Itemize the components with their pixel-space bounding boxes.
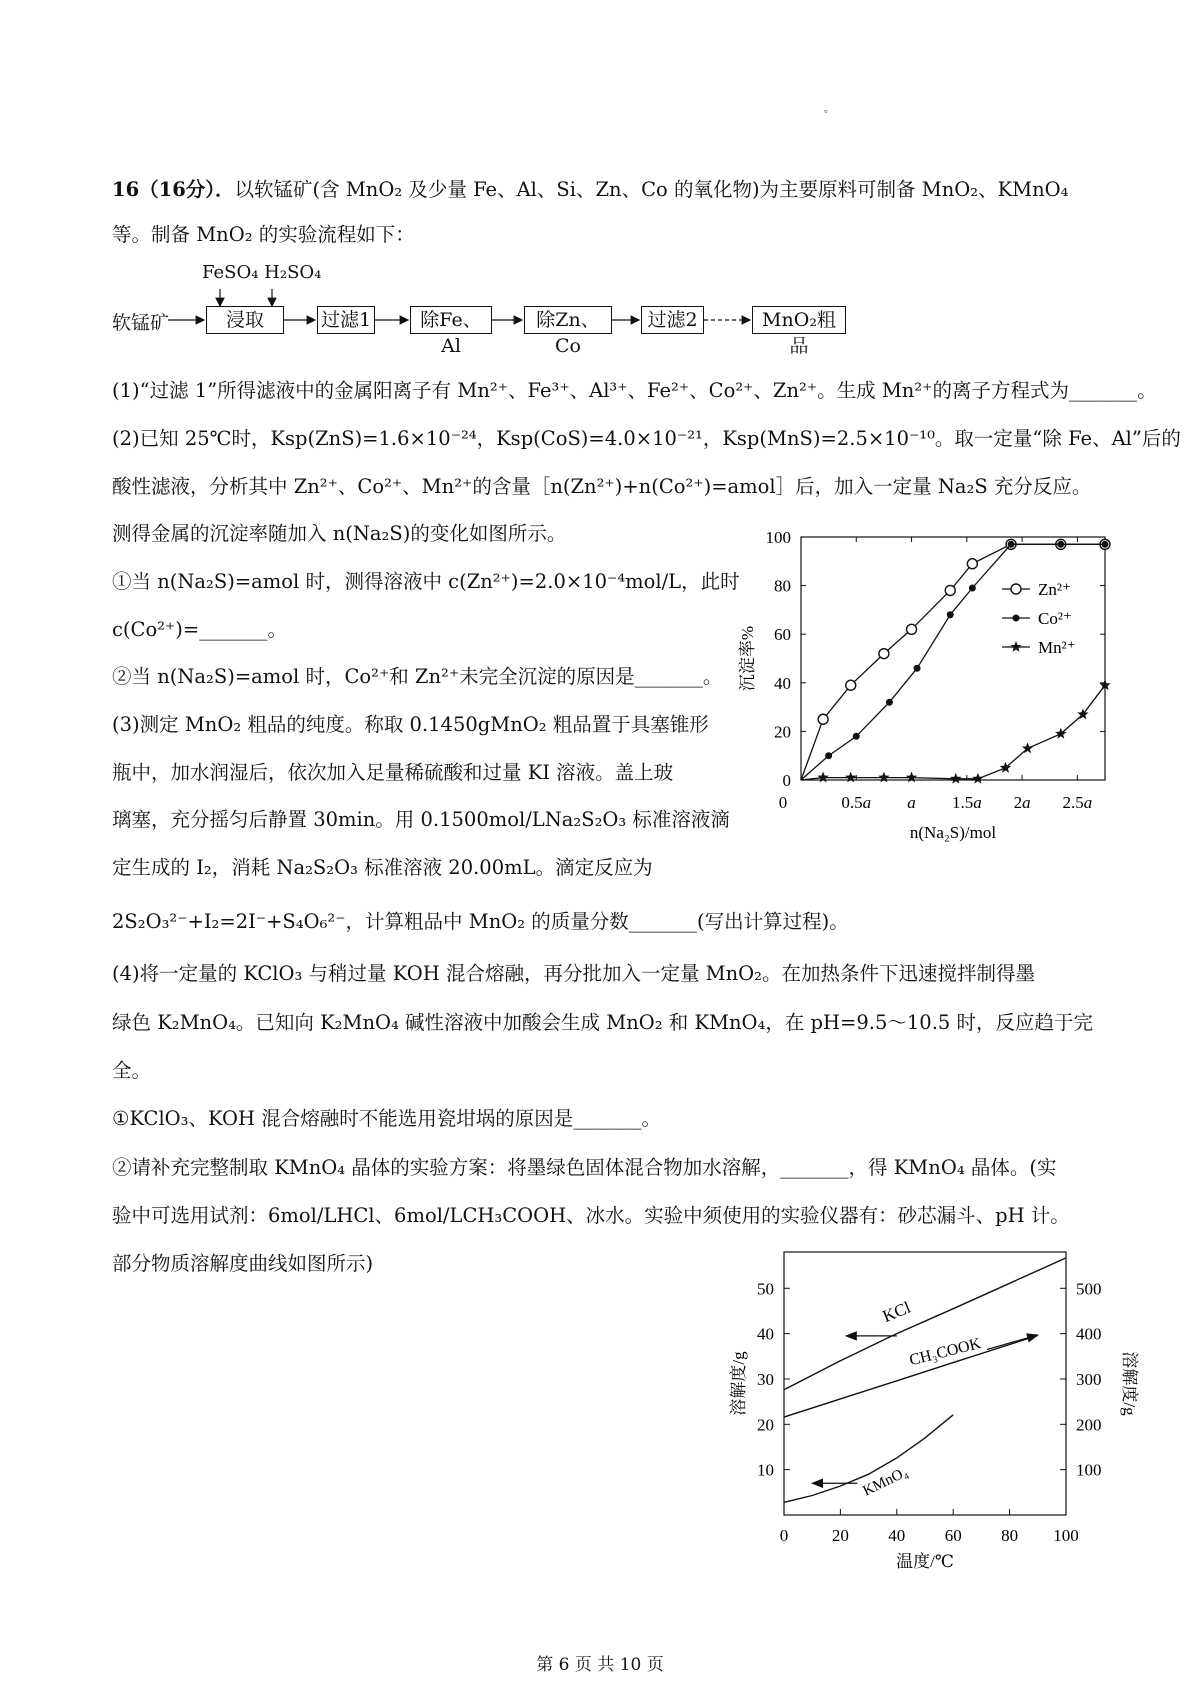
body-line: ①KClO₃、KOH 混合熔融时不能选用瓷坩埚的原因是_______。 xyxy=(112,1107,661,1130)
body-line: 2S₂O₃²⁻+I₂=2I⁻+S₄O₆²⁻，计算粗品中 MnO₂ 的质量分数_______(写出计算过程)。 xyxy=(112,910,849,933)
data-point xyxy=(906,772,918,783)
x-tick-label: 80 xyxy=(1001,1526,1019,1545)
series-line-0 xyxy=(784,1258,1066,1390)
body-line: 瓶中，加水润湿后，依次加入足量稀硫酸和过量 KI 溶液。盖上玻 xyxy=(112,761,674,784)
body-line: (1)“过滤 1”所得滤液中的金属阳离子有 Mn²⁺、Fe³⁺、Al³⁺、Fe²⁺、Co²⁺、Zn²⁺。生成 Mn²⁺的离子方程式为_______。 xyxy=(112,379,1157,402)
body-line: 定生成的 I₂，消耗 Na₂S₂O₃ 标准溶液 20.00mL。滴定反应为 xyxy=(112,856,653,879)
y-axis-label: 沉淀率% xyxy=(738,625,757,692)
data-point xyxy=(947,611,954,618)
y-tick-label: 0 xyxy=(782,771,791,790)
x-tick-label: 1.5a xyxy=(951,793,982,812)
data-point xyxy=(853,733,860,740)
data-point xyxy=(972,773,983,784)
y-right-tick-label: 300 xyxy=(1076,1369,1102,1389)
body-line: 验中可选用试剂：6mol/LHCl、6mol/LCH₃COOH、冰水。实验中须使用的实验仪器有：砂芯漏斗、pH 计。 xyxy=(112,1204,1070,1227)
flow-step-remove-fe-al: 除Fe、Al xyxy=(410,306,492,334)
x-tick-label: 40 xyxy=(888,1526,906,1545)
page-footer: 第 6 页 共 10 页 xyxy=(536,1655,664,1675)
body-line: 测得金属的沉淀率随加入 n(Na₂S)的变化如图所示。 xyxy=(112,522,567,545)
y-tick-label: 80 xyxy=(774,576,791,596)
legend-marker xyxy=(1011,584,1021,594)
legend-label: Mn²⁺ xyxy=(1038,638,1076,657)
data-point xyxy=(878,772,889,783)
y-tick-label: 40 xyxy=(774,673,791,693)
data-point xyxy=(845,772,857,783)
data-point xyxy=(886,699,893,706)
legend-label: Co²⁺ xyxy=(1038,609,1072,628)
data-point xyxy=(1102,541,1109,548)
series-label: CH₃COOK xyxy=(907,1335,983,1370)
legend-marker xyxy=(1013,615,1020,622)
flow-step-filter2: 过滤2 xyxy=(641,306,704,334)
x-tick-label: 2a xyxy=(1013,793,1031,812)
body-line: 酸性滤液，分析其中 Zn²⁺、Co²⁺、Mn²⁺的含量［n(Zn²⁺)+n(Co²⁺)=amol］后，加入一定量 Na₂S 充分反应。 xyxy=(112,475,1092,498)
flow-start: 软锰矿 xyxy=(112,312,170,334)
data-point xyxy=(950,773,961,784)
data-point xyxy=(967,559,977,569)
question-number: 16（16分）． xyxy=(112,178,235,201)
legend-label: Zn²⁺ xyxy=(1038,580,1071,599)
x-tick-label: 100 xyxy=(1053,1526,1079,1545)
y-left-axis-label: 溶解度/g xyxy=(729,1351,748,1416)
data-point xyxy=(818,714,828,724)
body-line: ②请补充完整制取 KMnO₄ 晶体的实验方案：将墨绿色固体混合物加水溶解，_______，得 KMnO₄ 晶体。(实 xyxy=(112,1156,1057,1179)
y-right-tick-label: 100 xyxy=(1076,1460,1102,1480)
y-right-tick-label: 400 xyxy=(1076,1324,1102,1344)
flow-step-remove-zn-co: 除Zn、Co xyxy=(524,306,612,334)
y-right-tick-label: 200 xyxy=(1076,1415,1102,1435)
data-point xyxy=(914,665,921,672)
data-point xyxy=(879,649,889,659)
x-axis-label: 温度/℃ xyxy=(896,1552,954,1571)
y-left-tick-label: 50 xyxy=(757,1279,774,1299)
header-dot: 。 xyxy=(824,104,834,115)
x-tick-label: a xyxy=(907,793,916,812)
body-line: ①当 n(Na₂S)=amol 时，测得溶液中 c(Zn²⁺)=2.0×10⁻⁴mol/L，此时 xyxy=(112,570,740,593)
data-point xyxy=(907,624,917,634)
y-left-tick-label: 40 xyxy=(757,1324,774,1344)
data-point xyxy=(817,772,828,783)
body-line: (3)测定 MnO₂ 粗品的纯度。称取 0.1450gMnO₂ 粗品置于具塞锥形 xyxy=(112,713,709,736)
data-point xyxy=(945,585,955,595)
process-flow-diagram xyxy=(112,262,932,357)
ch3cook-arrow xyxy=(987,1335,1038,1350)
plot-frame xyxy=(784,1252,1066,1515)
x-tick-label: 20 xyxy=(831,1526,849,1545)
question-intro-line-1 xyxy=(112,177,1068,203)
body-line: c(Co²⁺)=_______。 xyxy=(112,618,287,641)
x-tick-label: 60 xyxy=(944,1526,962,1545)
body-line: 绿色 K₂MnO₄。已知向 K₂MnO₄ 碱性溶液中加酸会生成 MnO₂ 和 KMnO₄，在 pH=9.5～10.5 时，反应趋于完 xyxy=(112,1011,1093,1034)
y-left-tick-label: 30 xyxy=(757,1369,774,1389)
x-tick-label: 0.5a xyxy=(841,793,872,812)
x-tick-label: 2.5a xyxy=(1062,793,1093,812)
precipitation-chart xyxy=(720,515,1120,875)
body-line: (2)已知 25℃时，Ksp(ZnS)=1.6×10⁻²⁴，Ksp(CoS)=4.0×10⁻²¹，Ksp(MnS)=2.5×10⁻¹⁰。取一定量“除 Fe、Al”后的 xyxy=(112,427,1181,450)
body-line: 部分物质溶解度曲线如图所示) xyxy=(112,1252,374,1275)
data-point xyxy=(1008,541,1015,548)
body-line: 璃塞，充分摇匀后静置 30min。用 0.1500mol/LNa₂S₂O₃ 标准溶液滴 xyxy=(112,808,730,831)
question-intro-1: 以软锰矿(含 MnO₂ 及少量 Fe、Al、Si、Zn、Co 的氧化物)为主要原料可制备 MnO₂、KMnO₄ xyxy=(234,178,1069,201)
series-label: KMnO₄ xyxy=(860,1464,911,1500)
y-tick-label: 100 xyxy=(765,528,791,547)
y-right-tick-label: 500 xyxy=(1076,1279,1102,1299)
data-point xyxy=(1057,541,1064,548)
flow-step-filter1: 过滤1 xyxy=(317,306,375,334)
flow-step-leach: 浸取 xyxy=(206,306,284,334)
body-line: ②当 n(Na₂S)=amol 时，Co²⁺和 Zn²⁺未完全沉淀的原因是_______。 xyxy=(112,665,723,688)
legend-marker xyxy=(1010,641,1021,652)
flow-reagents: FeSO₄ H₂SO₄ xyxy=(202,262,322,283)
y-tick-label: 60 xyxy=(774,625,791,645)
series-label: KCl xyxy=(879,1297,914,1326)
body-line: (4)将一定量的 KClO₃ 与稍过量 KOH 混合熔融，再分批加入一定量 MnO₂。在加热条件下迅速搅拌制得墨 xyxy=(112,962,1035,985)
x-tick-label: 0 xyxy=(778,793,788,812)
body-line: 全。 xyxy=(112,1059,152,1082)
x-axis-label: n(Na₂S)/mol xyxy=(909,823,997,842)
data-point xyxy=(825,752,832,759)
data-point xyxy=(846,680,856,690)
y-right-axis-label: 溶解度/g xyxy=(1120,1351,1139,1416)
solubility-chart xyxy=(720,1240,1150,1590)
y-left-tick-label: 10 xyxy=(757,1460,774,1480)
x-tick-label: 0 xyxy=(779,1526,789,1545)
question-intro-2: 等。制备 MnO₂ 的实验流程如下： xyxy=(112,223,415,246)
y-tick-label: 20 xyxy=(774,722,791,742)
flow-step-product: MnO₂粗品 xyxy=(752,306,846,334)
series-line-1 xyxy=(784,1335,1038,1417)
data-point xyxy=(969,585,976,592)
y-left-tick-label: 20 xyxy=(757,1415,774,1435)
